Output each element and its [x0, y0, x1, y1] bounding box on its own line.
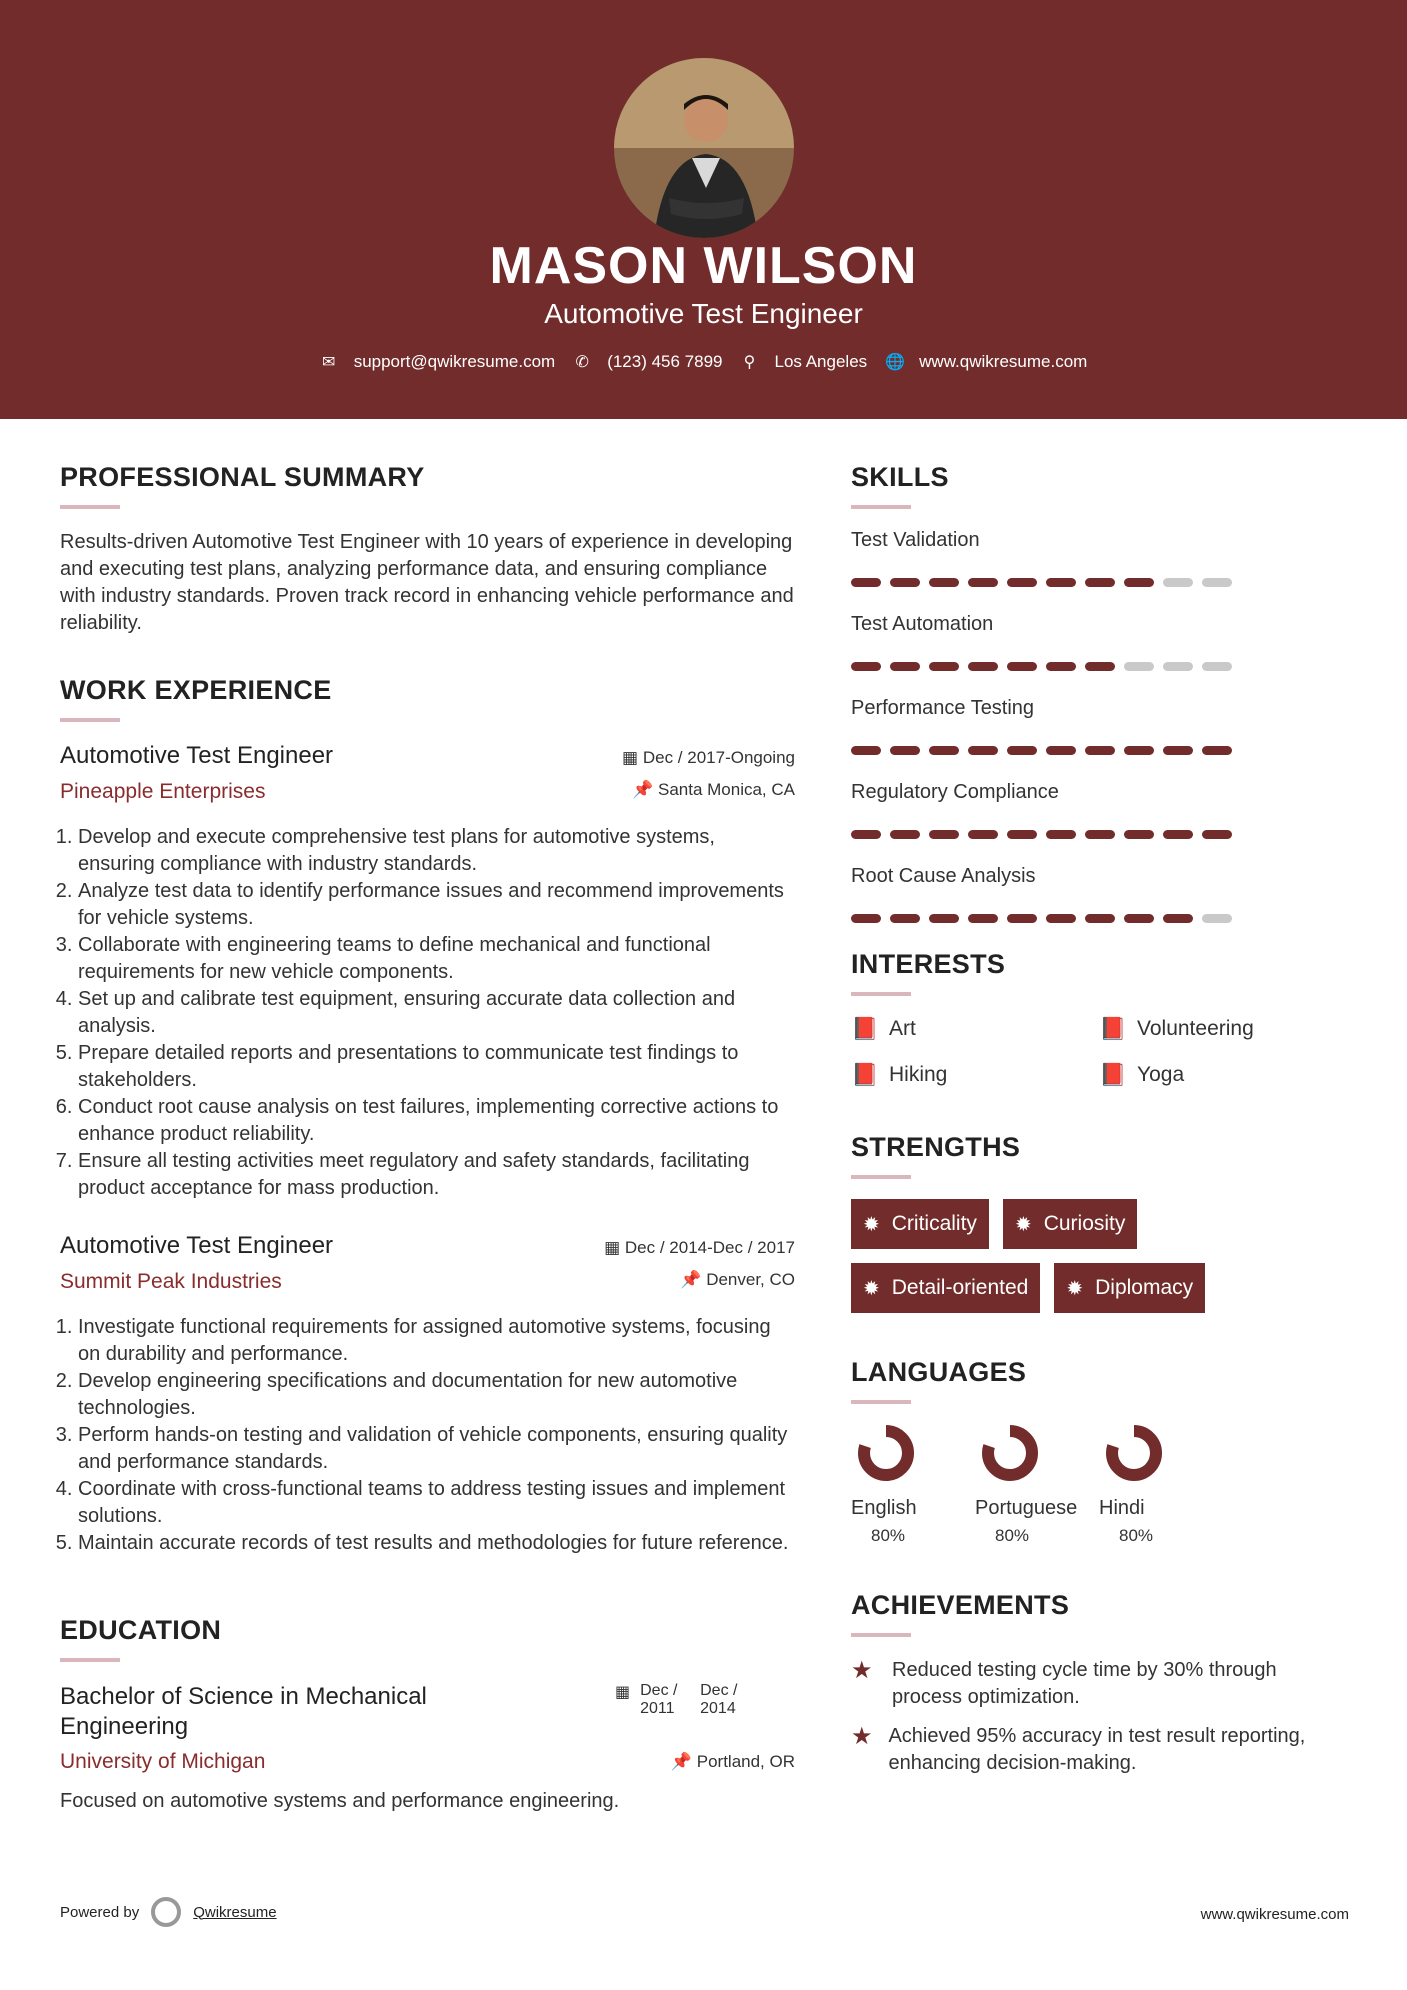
- section-underline: [851, 1175, 911, 1179]
- contact-phone-text: (123) 456 7899: [607, 352, 723, 371]
- skill-level-dot: [1046, 830, 1076, 839]
- strength-label: Curiosity: [1043, 1212, 1126, 1235]
- education-description: Focused on automotive systems and performance engineering.: [60, 1790, 620, 1812]
- badge-icon: ✹: [863, 1213, 880, 1236]
- skill-level-dot: [1202, 914, 1232, 923]
- job-entry-2: [60, 1232, 795, 1557]
- contact-bar: [0, 352, 1407, 372]
- candidate-name: MASON WILSON: [489, 237, 918, 295]
- strength-label: Criticality: [891, 1212, 977, 1235]
- list-item: 5. Prepare detailed reports and presentations to communicate test findings to stakeholders.: [78, 1040, 795, 1094]
- achievement-item: [851, 1657, 1351, 1711]
- section-underline: [60, 1658, 120, 1662]
- achievements-title: ACHIEVEMENTS: [851, 1590, 1070, 1620]
- strengths-title: STRENGTHS: [851, 1132, 1021, 1162]
- skill-level-dot: [890, 746, 920, 755]
- languages-section: [851, 1357, 1351, 1546]
- education-location: [671, 1752, 795, 1772]
- interests-grid: [851, 1016, 1351, 1088]
- experience-section: [60, 675, 795, 1557]
- skill-name: Regulatory Compliance: [851, 781, 1059, 803]
- skill-level-dot: [1202, 830, 1232, 839]
- skill-level-dot: [1163, 578, 1193, 587]
- skill-level-dot: [929, 914, 959, 923]
- section-underline: [851, 1633, 911, 1637]
- language-proficiency-ring: [981, 1424, 1039, 1482]
- education-dates: [615, 1682, 795, 1718]
- job-location: [680, 1270, 795, 1290]
- interest-item: [851, 1062, 1099, 1088]
- job-date: [604, 1238, 795, 1258]
- languages-list: [851, 1424, 1351, 1546]
- pin-icon: 📌: [670, 1752, 692, 1771]
- school-name: University of Michigan: [60, 1750, 266, 1773]
- skill-level-dot: [1085, 746, 1115, 755]
- list-item: 5. Maintain accurate records of test results and methodologies for future reference.: [78, 1530, 795, 1557]
- skill-level-dot: [929, 662, 959, 671]
- brand-link[interactable]: Qwikresume: [193, 1903, 277, 1921]
- degree-title: Bachelor of Science in Mechanical Engineering: [60, 1683, 427, 1740]
- interest-item: [1099, 1016, 1299, 1042]
- job-location-text: Santa Monica, CA: [657, 780, 795, 799]
- profile-photo: [614, 58, 794, 238]
- job-location-text: Denver, CO: [706, 1270, 795, 1289]
- summary-text: Results-driven Automotive Test Engineer with 10 years of experience in developing and executing test plans, analyzing performance data, and ensuring compliance with industry standards. Proven track record in enhancing vehicle performance and reliability.: [60, 531, 794, 634]
- strengths-section: [851, 1132, 1351, 1313]
- badge-icon: ✹: [1014, 1213, 1032, 1236]
- strength-tag: [851, 1263, 1040, 1313]
- contact-location: [741, 352, 868, 372]
- strengths-tags: [851, 1199, 1291, 1313]
- job-title: Automotive Test Engineer: [60, 1232, 334, 1259]
- contact-phone[interactable]: [573, 352, 722, 372]
- book-icon: 📕: [1099, 1062, 1127, 1087]
- job-date-text: Dec / 2017-Ongoing: [642, 748, 795, 767]
- skill-level-dot: [968, 746, 998, 755]
- skill-level-dot: [1085, 830, 1115, 839]
- book-icon: 📕: [851, 1062, 879, 1087]
- section-underline: [851, 505, 911, 509]
- list-item: 3. Collaborate with engineering teams to define mechanical and functional requirements for new vehicle components.: [78, 932, 795, 986]
- skill-level-dot: [890, 914, 920, 923]
- skill-level-dot: [1202, 578, 1232, 587]
- language-proficiency-arc: [1112, 1431, 1156, 1475]
- person-photo-illustration: [614, 58, 794, 238]
- left-column: [60, 462, 795, 1815]
- education-section: [60, 1615, 795, 1815]
- skill-level-meter: [851, 830, 1351, 839]
- skill-level-dot: [968, 914, 998, 923]
- experience-title: WORK EXPERIENCE: [60, 675, 332, 705]
- edu-location-text: Portland, OR: [696, 1752, 795, 1771]
- achievements-section: [851, 1590, 1351, 1777]
- skill-level-dot: [1007, 746, 1037, 755]
- skills-title: SKILLS: [851, 462, 949, 492]
- interests-title: INTERESTS: [851, 949, 1006, 979]
- candidate-role: Automotive Test Engineer: [544, 298, 863, 329]
- skill-level-dot: [1085, 914, 1115, 923]
- skill-level-dot: [1124, 830, 1154, 839]
- skill-name: Test Validation: [851, 529, 980, 551]
- skill-name: Performance Testing: [851, 697, 1035, 719]
- skill-level-dot: [890, 830, 920, 839]
- language-percent: 80%: [1119, 1526, 1154, 1545]
- location-pin-icon: ⚲: [743, 354, 756, 371]
- skill-level-dot: [1163, 830, 1193, 839]
- education-entry: [60, 1682, 795, 1815]
- section-underline: [60, 718, 120, 722]
- skill-level-meter: [851, 578, 1351, 587]
- book-icon: 📕: [851, 1016, 879, 1041]
- footer-site-link[interactable]: www.qwikresume.com: [1200, 1906, 1349, 1923]
- education-title: EDUCATION: [60, 1615, 222, 1645]
- skill-name: Test Automation: [851, 613, 994, 635]
- skill-level-dot: [1007, 830, 1037, 839]
- interests-section: [851, 949, 1351, 1088]
- language-name: English: [851, 1497, 917, 1519]
- language-name: Hindi: [1099, 1497, 1145, 1519]
- job-bullets: [60, 1314, 795, 1557]
- edu-date-end: Dec / 2014: [700, 1682, 738, 1717]
- skill-level-dot: [851, 578, 881, 587]
- calendar-icon: ▦: [604, 1238, 621, 1257]
- star-icon: ★: [851, 1723, 873, 1750]
- skill-level-meter: [851, 914, 1351, 923]
- badge-icon: ✹: [1066, 1277, 1084, 1300]
- pin-icon: 📌: [632, 780, 654, 799]
- job-title: Automotive Test Engineer: [60, 742, 334, 769]
- contact-email[interactable]: [320, 352, 556, 372]
- resume-header: [0, 0, 1407, 419]
- strength-tag: [1003, 1199, 1137, 1249]
- list-item: 6. Conduct root cause analysis on test failures, implementing corrective actions to enhance product reliability.: [78, 1094, 795, 1148]
- qwikresume-logo-icon: [151, 1897, 181, 1927]
- strength-label: Detail-oriented: [891, 1276, 1029, 1299]
- contact-website[interactable]: [885, 352, 1087, 372]
- skill-level-dot: [851, 746, 881, 755]
- skill-level-dot: [968, 578, 998, 587]
- list-item: 2. Analyze test data to identify performance issues and recommend improvements for vehicle systems.: [78, 878, 795, 932]
- job-date-text: Dec / 2014-Dec / 2017: [624, 1238, 795, 1257]
- job-bullets: [60, 824, 795, 1202]
- summary-title: PROFESSIONAL SUMMARY: [60, 462, 425, 492]
- skill-level-dot: [1085, 578, 1115, 587]
- globe-icon: 🌐: [885, 354, 906, 371]
- skills-list: [851, 529, 1351, 923]
- list-item: 4. Coordinate with cross-functional teams to address testing issues and implement solutions.: [78, 1476, 795, 1530]
- skill-level-dot: [1124, 746, 1154, 755]
- skill-level-dot: [929, 830, 959, 839]
- language-item: [851, 1424, 975, 1546]
- strength-label: Diplomacy: [1095, 1276, 1194, 1299]
- job-company: Pineapple Enterprises: [60, 780, 266, 803]
- skill-level-dot: [1007, 578, 1037, 587]
- list-item: 2. Develop engineering specifications and documentation for new automotive technologies.: [78, 1368, 795, 1422]
- skill-level-meter: [851, 662, 1351, 671]
- skill-level-dot: [1046, 914, 1076, 923]
- language-percent: 80%: [871, 1526, 906, 1545]
- skill-level-dot: [890, 578, 920, 587]
- skill-level-dot: [968, 830, 998, 839]
- language-proficiency-arc: [988, 1431, 1032, 1475]
- footer-powered-by: [60, 1897, 277, 1927]
- section-underline: [851, 1400, 911, 1404]
- summary-section: [60, 462, 795, 637]
- skill-level-dot: [1046, 662, 1076, 671]
- interest-item: [1099, 1062, 1299, 1088]
- skill-level-dot: [851, 914, 881, 923]
- right-column: [851, 462, 1351, 1789]
- skill-level-dot: [1202, 662, 1232, 671]
- skill-level-meter: [851, 746, 1351, 755]
- calendar-icon: ▦: [615, 1684, 631, 1701]
- achievement-item: [851, 1723, 1351, 1777]
- languages-title: LANGUAGES: [851, 1357, 1027, 1387]
- skill-level-dot: [1124, 914, 1154, 923]
- envelope-icon: ✉: [321, 354, 336, 371]
- interest-label: Yoga: [1137, 1063, 1185, 1086]
- list-item: 1. Develop and execute comprehensive test plans for automotive systems, ensuring compliance with industry standards.: [78, 824, 795, 878]
- language-percent: 80%: [995, 1526, 1030, 1545]
- language-proficiency-ring: [857, 1424, 915, 1482]
- skill-level-dot: [1007, 662, 1037, 671]
- language-proficiency-arc: [864, 1431, 908, 1475]
- calendar-icon: ▦: [622, 748, 639, 767]
- language-proficiency-ring: [1105, 1424, 1163, 1482]
- pin-icon: 📌: [680, 1270, 702, 1289]
- contact-location-text: Los Angeles: [774, 352, 868, 371]
- job-company: Summit Peak Industries: [60, 1270, 282, 1293]
- badge-icon: ✹: [863, 1277, 880, 1300]
- skill-level-dot: [1046, 578, 1076, 587]
- language-item: [1099, 1424, 1223, 1546]
- skill-level-dot: [1202, 746, 1232, 755]
- skill-level-dot: [929, 578, 959, 587]
- phone-icon: ✆: [575, 354, 589, 371]
- list-item: 1. Investigate functional requirements for assigned automotive systems, focusing on durability and performance.: [78, 1314, 795, 1368]
- interest-label: Volunteering: [1137, 1017, 1254, 1040]
- skill-level-dot: [1046, 746, 1076, 755]
- skill-level-dot: [929, 746, 959, 755]
- language-name: Portuguese: [975, 1497, 1078, 1519]
- section-underline: [60, 505, 120, 509]
- strength-tag: [1054, 1263, 1205, 1313]
- language-item: [975, 1424, 1099, 1546]
- skill-level-dot: [851, 830, 881, 839]
- book-icon: 📕: [1099, 1016, 1127, 1041]
- skill-level-dot: [1007, 914, 1037, 923]
- skills-section: [851, 462, 1351, 923]
- job-date: [622, 748, 795, 768]
- interest-item: [851, 1016, 1099, 1042]
- skill-level-dot: [968, 662, 998, 671]
- strength-tag: [851, 1199, 989, 1249]
- section-underline: [851, 992, 911, 996]
- job-location: [632, 780, 795, 800]
- interest-label: Art: [889, 1017, 916, 1040]
- skill-level-dot: [890, 662, 920, 671]
- interest-label: Hiking: [889, 1063, 948, 1086]
- skill-level-dot: [1085, 662, 1115, 671]
- edu-date-start: Dec / 2011: [640, 1682, 678, 1717]
- list-item: 4. Set up and calibrate test equipment, ensuring accurate data collection and analysis.: [78, 986, 795, 1040]
- skill-level-dot: [1163, 914, 1193, 923]
- skill-level-dot: [1124, 578, 1154, 587]
- skill-level-dot: [1163, 662, 1193, 671]
- skill-level-dot: [1124, 662, 1154, 671]
- skill-level-dot: [1163, 746, 1193, 755]
- contact-email-text: support@qwikresume.com: [353, 352, 556, 371]
- powered-by-label: Powered by: [60, 1903, 140, 1921]
- skill-name: Root Cause Analysis: [851, 865, 1036, 887]
- contact-website-text: www.qwikresume.com: [919, 352, 1088, 371]
- skill-level-dot: [851, 662, 881, 671]
- star-icon: ★: [851, 1657, 873, 1684]
- list-item: 3. Perform hands-on testing and validation of vehicle components, ensuring quality and performance standards.: [78, 1422, 795, 1476]
- achievement-text: Achieved 95% accuracy in test result reporting, enhancing decision-making.: [888, 1725, 1306, 1774]
- list-item: 7. Ensure all testing activities meet regulatory and safety standards, facilitating product acceptance for mass production.: [78, 1148, 795, 1202]
- achievement-text: Reduced testing cycle time by 30% through process optimization.: [892, 1659, 1277, 1708]
- job-entry-1: [60, 742, 795, 1202]
